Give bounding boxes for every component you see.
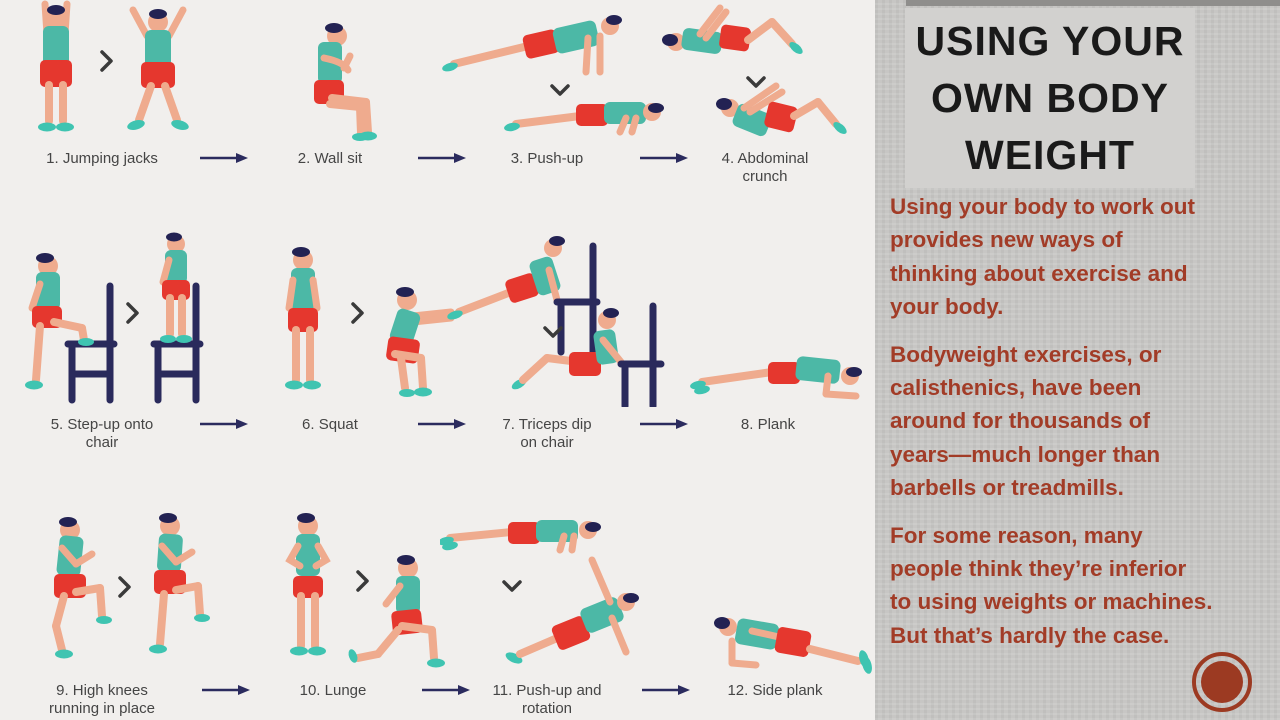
exercise-illustration-push-up-rotation (440, 490, 690, 675)
arrow-right-icon (640, 683, 692, 697)
label-line: 4. Abdominal (721, 150, 809, 167)
arrow-right-icon (200, 683, 252, 697)
label-line: 9. High knees (56, 682, 148, 699)
title-box (905, 8, 1195, 188)
exercise-illustration-push-up (440, 0, 670, 145)
label-line: rotation (521, 700, 573, 717)
exercise-label-abdominal-crunch (685, 150, 845, 186)
paragraph-line: around for thousands of (890, 408, 1150, 434)
arrow-right-icon (416, 151, 468, 165)
exercise-illustration-high-knees (18, 492, 218, 672)
label-line: crunch (742, 168, 788, 185)
paragraph-line: But that’s hardly the case. (890, 622, 1170, 648)
label-line: 12. Side plank (727, 682, 823, 699)
chair-icon (154, 286, 200, 400)
chevron-right-icon (102, 52, 111, 70)
stamp-circle-icon (1192, 652, 1252, 712)
chevron-down-icon (504, 582, 520, 590)
chevron-right-icon (353, 304, 362, 322)
arrow-right-icon (416, 417, 468, 431)
arrow-right-icon (198, 417, 250, 431)
exercise-illustration-plank (690, 330, 870, 408)
label-line: chair (85, 434, 119, 451)
label-line: 8. Plank (740, 416, 796, 433)
exercise-label-high-knees (12, 682, 192, 718)
paragraph-line: provides new ways of (890, 227, 1123, 253)
exercise-illustration-abdominal-crunch (648, 0, 860, 150)
stamp-circle-fill (1201, 661, 1243, 703)
label-line: 3. Push-up (510, 150, 584, 167)
exercise-illustration-triceps-dip (445, 212, 680, 407)
paragraph-line: years—much longer than (890, 441, 1161, 467)
slide-title-line: OWN BODY (930, 74, 1170, 121)
paragraph-line: calisthenics, have been (890, 375, 1142, 401)
paragraph (890, 190, 1270, 324)
paragraph-line: people think they’re inferior (890, 556, 1187, 582)
exercise-label-jumping-jacks (12, 150, 192, 168)
arrow-right-icon (198, 151, 250, 165)
chevron-right-icon (120, 578, 129, 596)
exercise-label-triceps-dip (467, 416, 627, 452)
exercise-label-push-up (467, 150, 627, 168)
exercise-illustration-jumping-jacks (5, 0, 210, 140)
paragraph (890, 338, 1270, 505)
exercise-label-push-up-rotation (467, 682, 627, 718)
exercise-illustration-squat (255, 222, 460, 407)
chevron-right-icon (128, 304, 137, 322)
paragraph-line: to using weights or machines. (890, 589, 1213, 615)
paragraph-line: thinking about exercise and (890, 260, 1188, 286)
paragraph (890, 519, 1270, 653)
arrow-right-icon (638, 417, 690, 431)
exercise-illustration-wall-sit (240, 6, 410, 141)
text-panel (875, 0, 1280, 720)
label-line: 1. Jumping jacks (46, 150, 158, 167)
paragraph-line: For some reason, many (890, 522, 1143, 548)
exercise-label-side-plank (695, 682, 855, 700)
label-line: 7. Triceps dip (502, 416, 592, 433)
chevron-right-icon (358, 572, 367, 590)
top-strip (906, 0, 1280, 6)
chevron-down-icon (748, 78, 764, 86)
label-line: 5. Step-up onto (50, 416, 154, 433)
chevron-down-icon (552, 86, 568, 94)
label-line: 11. Push-up and (492, 682, 602, 699)
exercise-label-step-up (12, 416, 192, 452)
exercise-illustration-side-plank (700, 575, 875, 675)
exercise-label-lunge (253, 682, 413, 700)
label-line: 6. Squat (302, 416, 358, 433)
arrow-right-icon (638, 151, 690, 165)
label-line: on chair (520, 434, 574, 451)
paragraph-line: barbells or treadmills. (890, 475, 1124, 501)
slide-title-line: WEIGHT (965, 131, 1135, 178)
exercise-label-wall-sit (250, 150, 410, 168)
label-line: 2. Wall sit (297, 150, 363, 167)
paragraph-line: Bodyweight exercises, or (890, 341, 1162, 367)
chair-icon (621, 306, 661, 406)
body-text (890, 190, 1270, 666)
paragraph-line: Using your body to work out (890, 194, 1195, 219)
exercise-illustration-step-up (12, 222, 227, 407)
exercise-label-plank (688, 416, 848, 434)
chair-icon (557, 246, 597, 352)
paragraph-line: your body. (890, 294, 1004, 320)
label-line: running in place (49, 700, 155, 717)
exercise-label-squat (250, 416, 410, 434)
exercise-illustration-lunge (250, 490, 460, 675)
slide-title-line: USING YOUR (915, 17, 1185, 64)
arrow-right-icon (420, 683, 472, 697)
label-line: 10. Lunge (299, 682, 367, 699)
